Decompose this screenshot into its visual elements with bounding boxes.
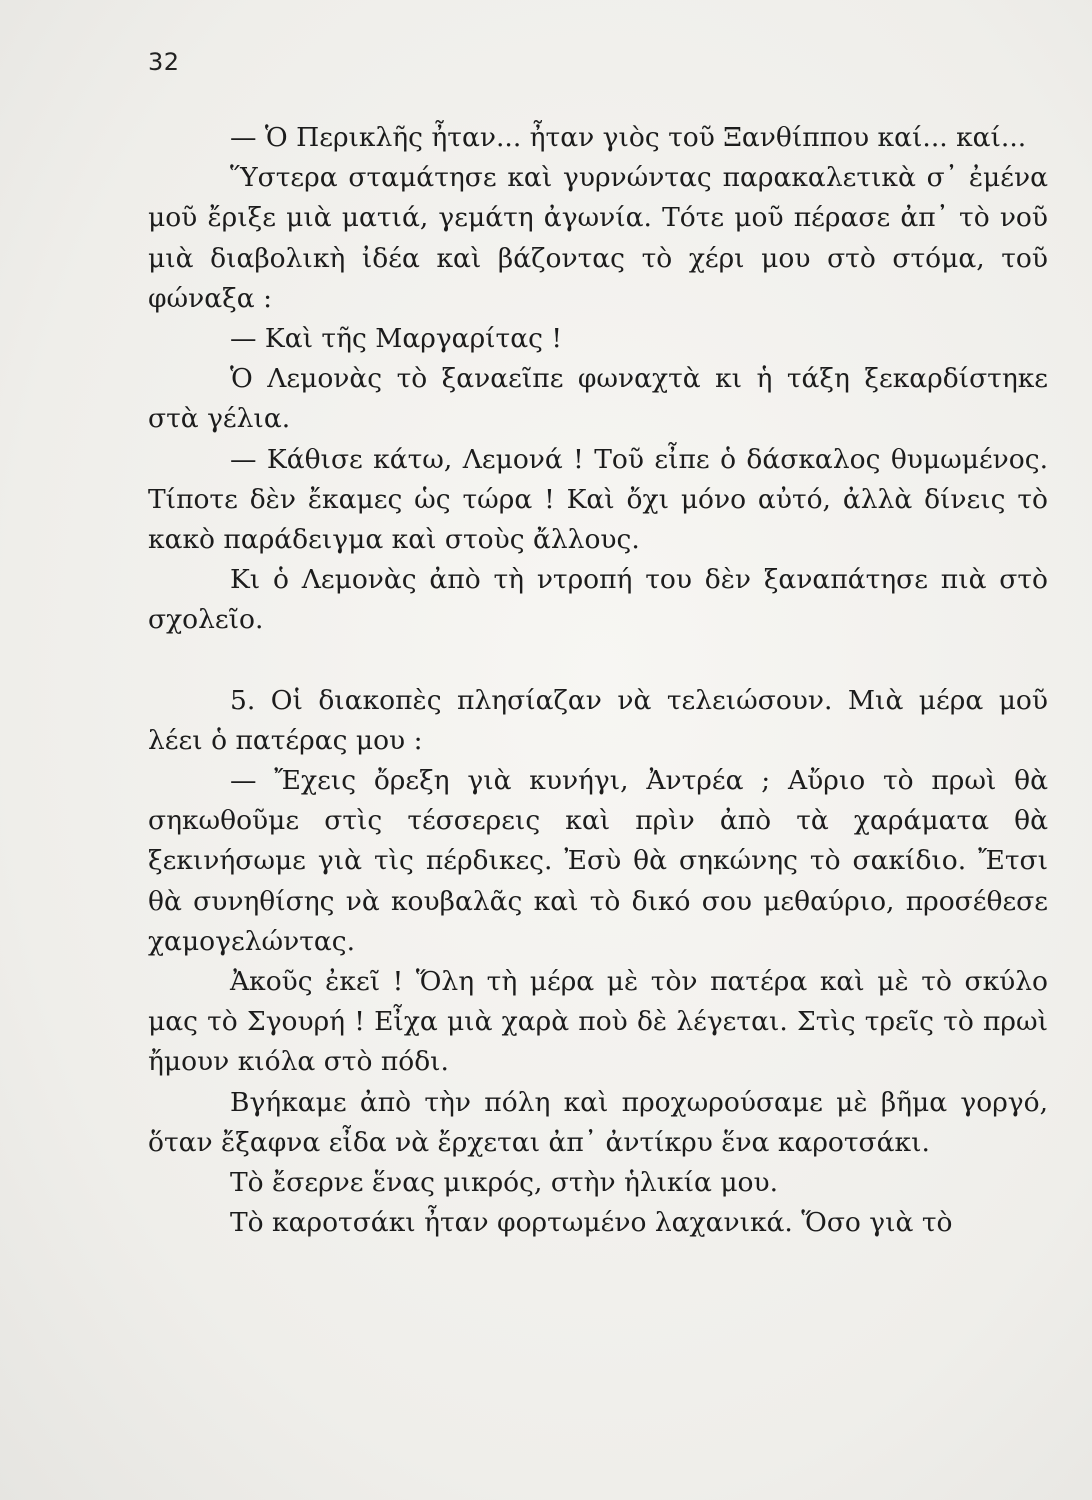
paragraph: Ὕστερα σταμάτησε καὶ γυρνώντας παρακαλετικὰ σ᾿ ἐμένα μοῦ ἔριξε μιὰ ματιά, γεμάτη ἀγωνία. Τότε μοῦ πέρασε ἀπ᾿ τὸ νοῦ μιὰ διαβολικὴ ἰδέα καὶ βάζοντας τὸ χέρι μου στὸ στόμα, τοῦ φώναξα : (148, 162, 1048, 314)
body-text (148, 118, 1048, 1243)
paragraph: — Ὁ Περικλῆς ἦταν... ἦταν γιὸς τοῦ Ξανθίππου καί... καί... (230, 122, 1027, 153)
paragraph: Ἀκοῦς ἐκεῖ ! Ὅλη τὴ μέρα μὲ τὸν πατέρα καὶ μὲ τὸ σκύλο μας τὸ Σγουρή ! Εἶχα μιὰ χαρὰ ποὺ δὲ λέγεται. Στὶς τρεῖς τὸ πρωὶ ἤμουν κιόλα στὸ πόδι. (148, 966, 1048, 1078)
section-5-paragraph: 5. Οἱ διακοπὲς πλησίαζαν νὰ τελειώσουν. Μιὰ μέρα μοῦ λέει ὁ πατέρας μου : (148, 684, 1048, 756)
page-number: 32 (148, 48, 180, 76)
paragraph: Ὁ Λεμονὰς τὸ ξαναεῖπε φωναχτὰ κι ἡ τάξη ξεκαρδίστηκε στὰ γέλια. (148, 363, 1048, 435)
paragraph: — Καὶ τῆς Μαργαρίτας ! (230, 323, 563, 355)
paragraph: — Κάθισε κάτω, Λεμονά ! Τοῦ εἶπε ὁ δάσκαλος θυμωμένος. Τίποτε δὲν ἔκαμες ὡς τώρα ! Καὶ ὄχι μόνο αὐτό, ἀλλὰ δίνεις τὸ κακὸ παράδειγμα καὶ στοὺς ἄλλους. (148, 443, 1048, 556)
paragraph: Βγήκαμε ἀπὸ τὴν πόλη καὶ προχωρούσαμε μὲ βῆμα γοργό, ὅταν ἔξαφνα εἶδα νὰ ἔρχεται ἀπ᾿ ἀντίκρυ ἕνα καροτσάκι. (148, 1086, 1048, 1158)
paragraph: Κι ὁ Λεμονὰς ἀπὸ τὴ ντροπή του δὲν ξαναπάτησε πιὰ στὸ σχολεῖο. (148, 564, 1048, 636)
paragraph: Τὸ καροτσάκι ἦταν φορτωμένο λαχανικά. Ὅσο γιὰ τὸ (230, 1207, 953, 1239)
paragraph: — Ἔχεις ὄρεξη γιὰ κυνήγι, Ἀντρέα ; Αὔριο τὸ πρωὶ θὰ σηκωθοῦμε στὶς τέσσερεις καὶ πρὶν ἀπὸ τὰ χαράματα θὰ ξεκινήσωμε γιὰ τὶς πέρδικες. Ἐσὺ θὰ σηκώνης τὸ σακίδιο. Ἔτσι θὰ συνηθίσης νὰ κουβαλᾶς καὶ τὸ δικό σου μεθαύριο, προσέθεσε χαμογελώντας. (148, 765, 1048, 957)
section-gap (148, 641, 1048, 681)
paragraph: Τὸ ἔσερνε ἕνας μικρός, στὴν ἡλικία μου. (230, 1167, 779, 1199)
